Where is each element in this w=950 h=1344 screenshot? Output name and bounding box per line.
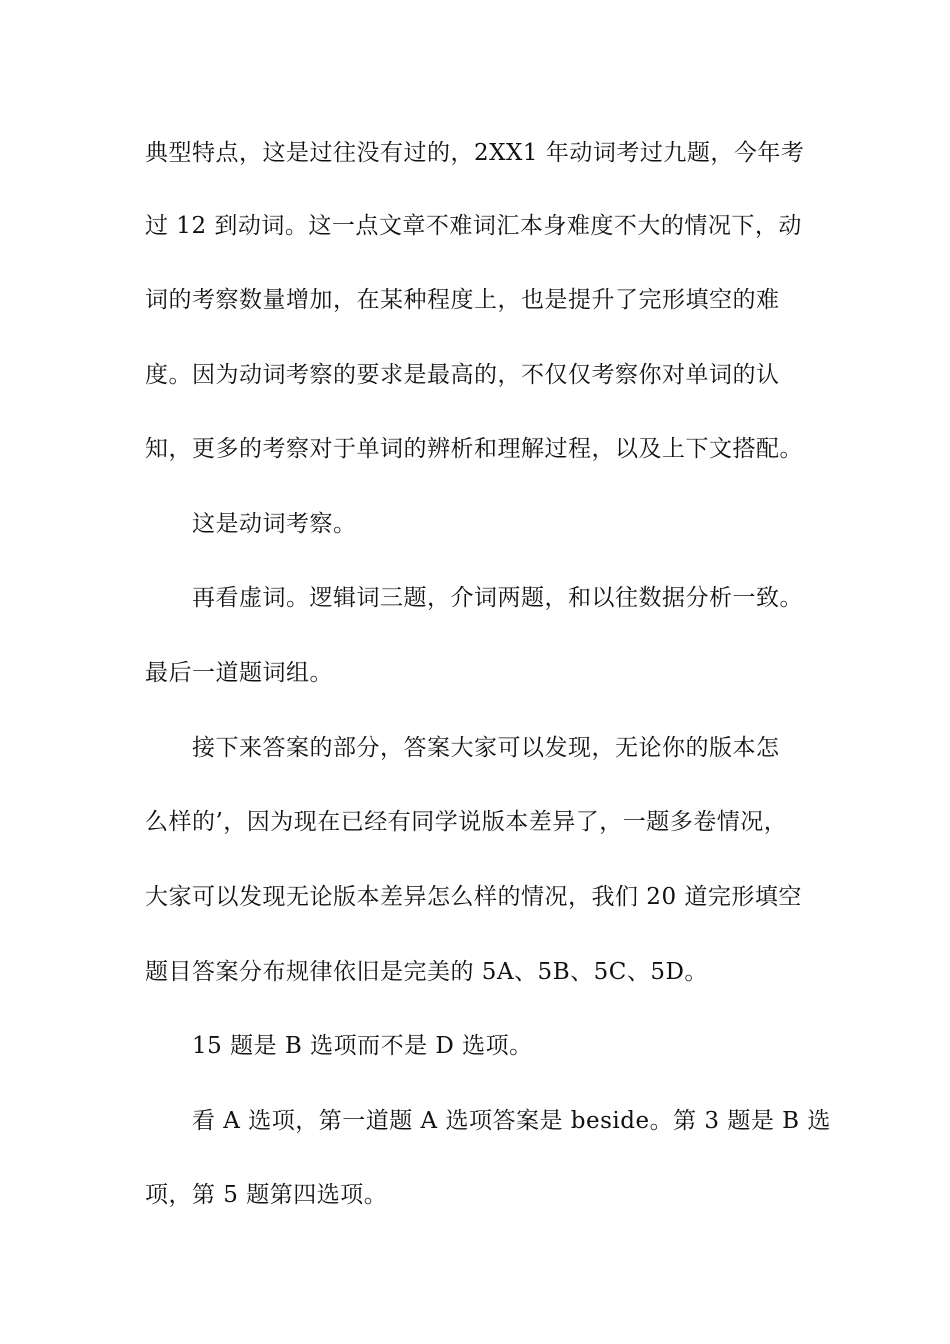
text-line: 过 12 到动词。这一点文章不难词汇本身难度不大的情况下，动 bbox=[145, 213, 802, 239]
text-line: 题目答案分布规律依旧是完美的 5A、5B、5C、5D。 bbox=[145, 959, 708, 985]
text-line: 15 题是 B 选项而不是 D 选项。 bbox=[192, 1033, 533, 1059]
text-line: 项，第 5 题第四选项。 bbox=[145, 1182, 388, 1208]
text-line: 这是动词考察。 bbox=[192, 511, 357, 537]
text-line: 看 A 选项，第一道题 A 选项答案是 beside。第 3 题是 B 选 bbox=[192, 1108, 831, 1134]
text-line: 最后一道题词组。 bbox=[145, 660, 333, 686]
text-line: 词的考察数量增加，在某种程度上，也是提升了完形填空的难 bbox=[145, 287, 780, 313]
text-line: 再看虚词。逻辑词三题，介词两题，和以往数据分析一致。 bbox=[192, 585, 803, 611]
text-line: 度。因为动词考察的要求是最高的，不仅仅考察你对单词的认 bbox=[145, 362, 780, 388]
text-line: 知，更多的考察对于单词的辨析和理解过程，以及上下文搭配。 bbox=[145, 436, 803, 462]
text-line: 么样的’，因为现在已经有同学说版本差异了，一题多卷情况， bbox=[145, 809, 788, 835]
text-line: 接下来答案的部分，答案大家可以发现，无论你的版本怎 bbox=[192, 735, 780, 761]
text-line: 大家可以发现无论版本差异怎么样的情况，我们 20 道完形填空 bbox=[145, 884, 802, 910]
text-line: 典型特点，这是过往没有过的，2XX1 年动词考过九题，今年考 bbox=[145, 140, 805, 166]
